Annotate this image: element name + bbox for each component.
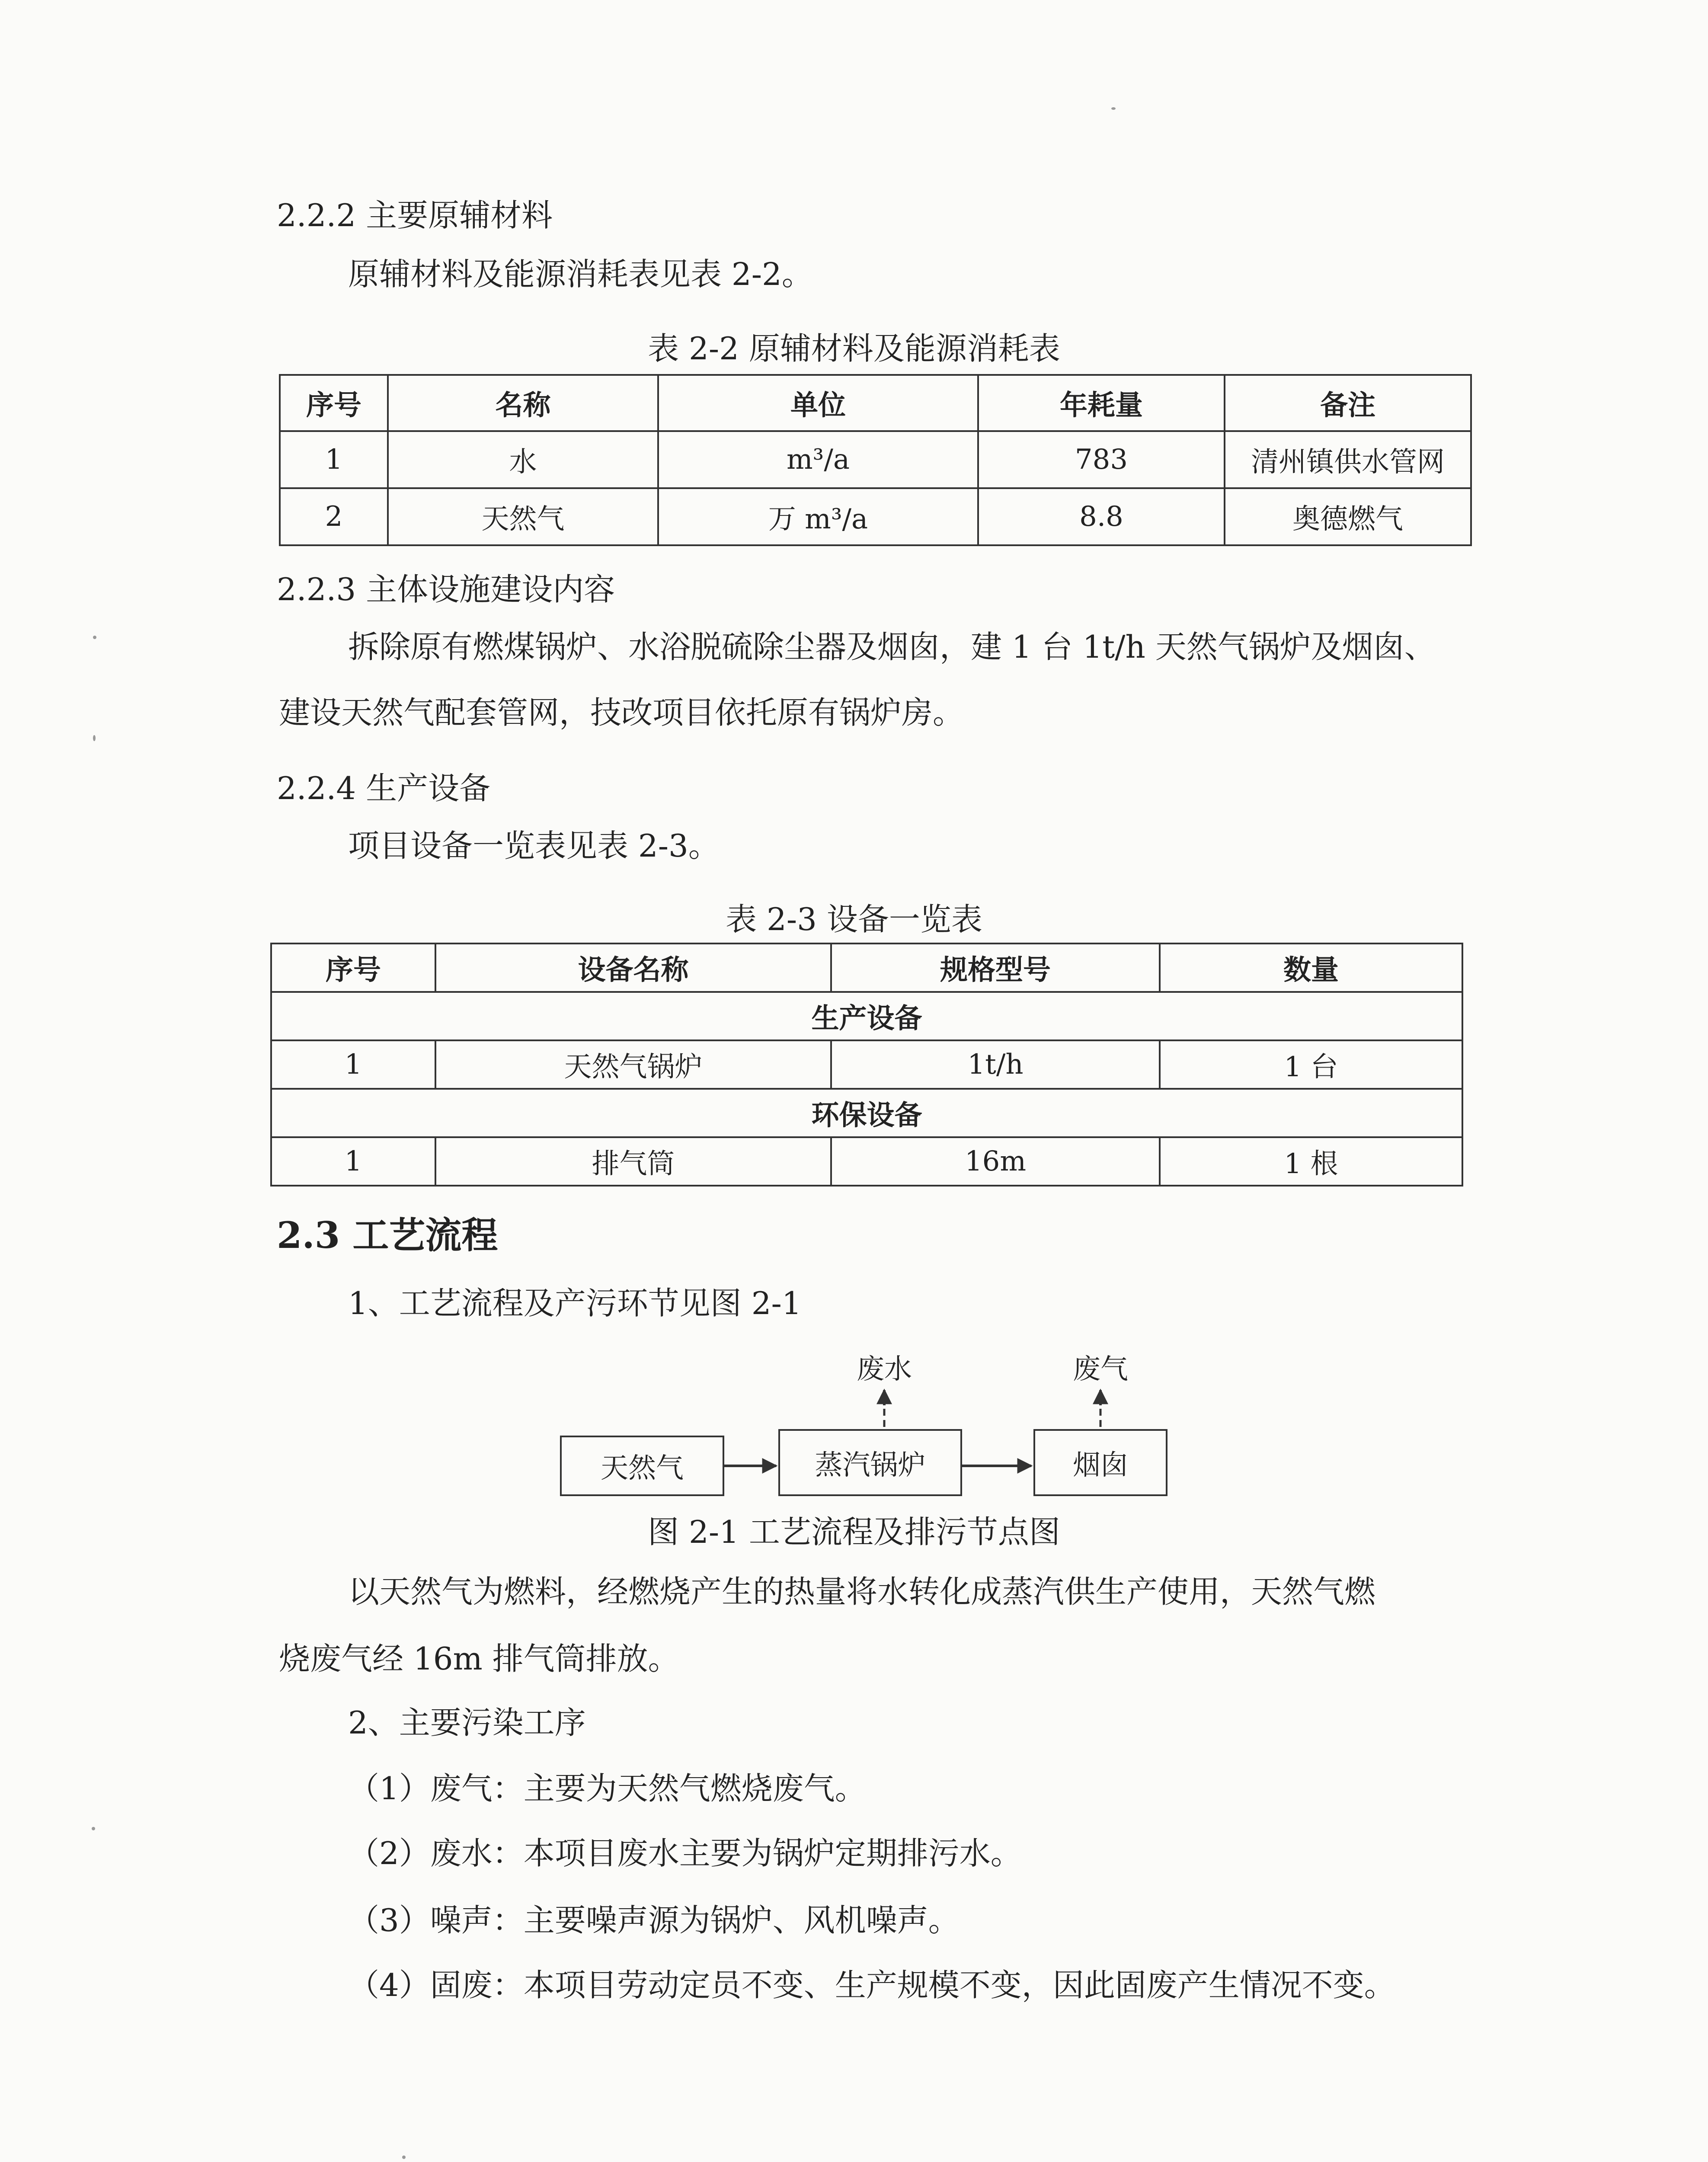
cell-no: 1 [280, 431, 388, 488]
header-unit: 单位 [658, 375, 978, 431]
paragraph-materials-intro: 原辅材料及能源消耗表见表 2-2。 [348, 256, 813, 292]
cell-spec: 1t/h [831, 1040, 1160, 1089]
figure-2-1-caption: 图 2-1 工艺流程及排污节点图 [648, 1514, 1060, 1550]
paragraph-construction-line1: 拆除原有燃煤锅炉、水浴脱硫除尘器及烟囱，建 1 台 1t/h 天然气锅炉及烟囱、 [348, 629, 1436, 665]
cell-amount: 8.8 [978, 488, 1225, 545]
scan-speck [93, 636, 96, 639]
cell-name: 水 [388, 431, 658, 488]
cell-note: 奥德燃气 [1225, 488, 1471, 545]
cell-spec: 16m [831, 1137, 1160, 1186]
cell-no: 1 [271, 1137, 435, 1186]
paragraph-process-desc-line1: 以天然气为燃料，经燃烧产生的热量将水转化成蒸汽供生产使用，天然气燃 [348, 1574, 1376, 1610]
heading-2-2-4: 2.2.4 生产设备 [277, 770, 491, 806]
header-no: 序号 [271, 943, 435, 992]
paragraph-pollution-solid-waste: （4）固废：本项目劳动定员不变、生产规模不变，因此固废产生情况不变。 [348, 1967, 1395, 2003]
paragraph-pollution-item2: 2、主要污染工序 [348, 1705, 586, 1741]
paragraph-process-desc-line2: 烧废气经 16m 排气筒排放。 [279, 1641, 679, 1677]
flow-box-label: 蒸汽锅炉 [815, 1449, 926, 1481]
header-equipment-name: 设备名称 [435, 943, 831, 992]
cell-amount: 783 [978, 431, 1225, 488]
cell-qty: 1 根 [1160, 1137, 1462, 1186]
paragraph-construction-line2: 建设天然气配套管网，技改项目依托原有锅炉房。 [279, 694, 964, 731]
cell-unit: m³/a [658, 431, 978, 488]
cell-equipment-name: 排气筒 [435, 1137, 831, 1186]
table-2-2-caption: 表 2-2 原辅材料及能源消耗表 [648, 330, 1060, 367]
flow-box-label: 天然气 [601, 1452, 684, 1484]
cell-no: 2 [280, 488, 388, 545]
scan-speck [92, 1827, 95, 1830]
paragraph-process-item1: 1、工艺流程及产污环节见图 2-1 [348, 1285, 802, 1321]
paragraph-pollution-noise: （3）噪声：主要噪声源为锅炉、风机噪声。 [348, 1902, 960, 1938]
header-name: 名称 [388, 375, 658, 431]
heading-2-2-3: 2.2.3 主体设施建设内容 [277, 571, 615, 608]
cell-no: 1 [271, 1040, 435, 1089]
header-spec: 规格型号 [831, 943, 1160, 992]
header-qty: 数量 [1160, 943, 1462, 992]
scan-speck [1111, 107, 1116, 110]
flow-output-wastewater: 废水 [857, 1353, 912, 1385]
paragraph-equipment-intro: 项目设备一览表见表 2-3。 [348, 828, 720, 864]
cell-note: 清州镇供水管网 [1225, 431, 1471, 488]
cell-equipment-name: 天然气锅炉 [435, 1040, 831, 1089]
flow-box-label: 烟囱 [1073, 1449, 1128, 1481]
header-no: 序号 [280, 375, 388, 431]
scan-speck [402, 2156, 406, 2159]
heading-2-3: 2.3 工艺流程 [277, 1214, 498, 1257]
paragraph-pollution-wastewater: （2）废水：本项目废水主要为锅炉定期排污水。 [348, 1835, 1022, 1871]
cell-name: 天然气 [388, 488, 658, 545]
heading-2-2-2: 2.2.2 主要原辅材料 [277, 197, 553, 233]
group-environmental-equipment: 环保设备 [271, 1089, 1462, 1137]
paragraph-pollution-waste-gas: （1）废气：主要为天然气燃烧废气。 [348, 1770, 866, 1807]
header-amount: 年耗量 [978, 375, 1225, 431]
flow-output-exhaust: 废气 [1073, 1353, 1128, 1385]
table-2-3-caption: 表 2-3 设备一览表 [726, 901, 982, 937]
group-production-equipment: 生产设备 [271, 992, 1462, 1040]
cell-qty: 1 台 [1160, 1040, 1462, 1089]
header-note: 备注 [1225, 375, 1471, 431]
scan-speck [93, 735, 96, 741]
cell-unit: 万 m³/a [658, 488, 978, 545]
